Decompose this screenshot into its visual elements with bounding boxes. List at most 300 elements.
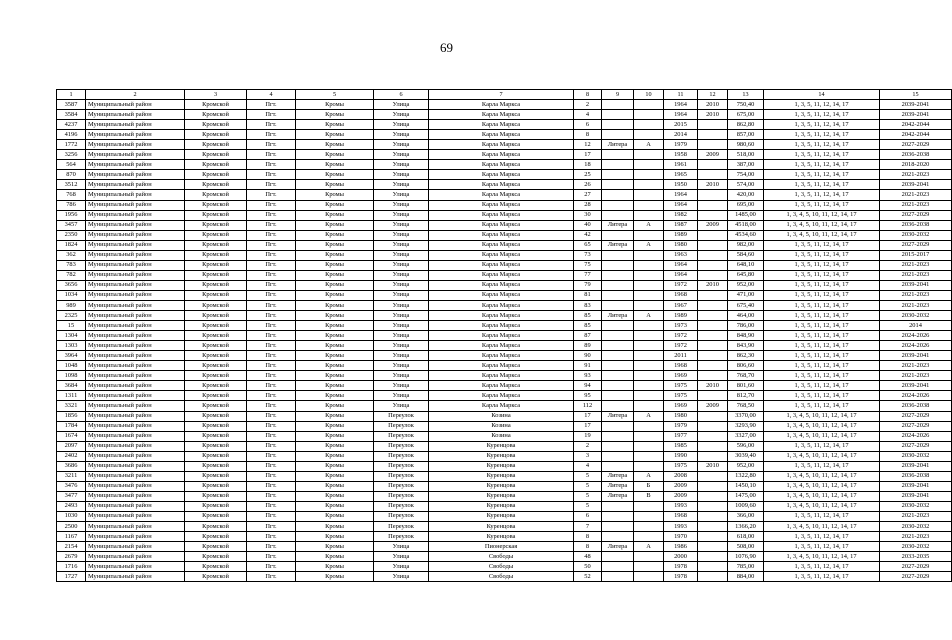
table-cell: Улица xyxy=(374,150,429,160)
table-cell: Кромской xyxy=(185,150,247,160)
table-cell: 1979 xyxy=(664,421,698,431)
table-cell: А xyxy=(634,311,664,321)
table-row xyxy=(57,331,952,341)
table-cell: Кромы xyxy=(296,381,374,391)
table-cell: 2024-2026 xyxy=(880,341,952,351)
table-cell: Кромы xyxy=(296,431,374,441)
table-cell: Кромской xyxy=(185,441,247,451)
table-cell: 1968 xyxy=(664,511,698,521)
table-cell: Улица xyxy=(374,100,429,110)
table-row xyxy=(57,501,952,511)
table-cell: 2027-2029 xyxy=(880,572,952,582)
table-cell xyxy=(602,461,634,471)
table-cell: 1, 3, 4, 5, 10, 11, 12, 14, 17 xyxy=(764,210,880,220)
table-cell: Улица xyxy=(374,542,429,552)
table-cell xyxy=(698,532,728,542)
table-cell: Литера xyxy=(602,491,634,501)
table-cell: Карла Маркса xyxy=(429,150,574,160)
table-cell: Куренцова xyxy=(429,481,574,491)
table-cell: Кромы xyxy=(296,280,374,290)
table-cell: Муниципальный район xyxy=(86,572,185,582)
table-cell: Улица xyxy=(374,331,429,341)
table-cell: Кромы xyxy=(296,240,374,250)
table-cell: А xyxy=(634,471,664,481)
table-cell: 518,00 xyxy=(728,150,764,160)
table-cell: 1, 3, 5, 11, 12, 14, 17 xyxy=(764,461,880,471)
table-cell xyxy=(634,270,664,280)
table-row xyxy=(57,280,952,290)
table-cell xyxy=(602,130,634,140)
table-cell: 1, 3, 5, 11, 12, 14, 17 xyxy=(764,250,880,260)
table-cell: 42 xyxy=(574,230,602,240)
table-cell: Пгт. xyxy=(247,100,296,110)
table-cell: А xyxy=(634,240,664,250)
table-cell xyxy=(602,351,634,361)
table-cell: 48 xyxy=(574,552,602,562)
table-cell xyxy=(602,200,634,210)
table-cell xyxy=(634,371,664,381)
column-header: 10 xyxy=(634,90,664,100)
table-cell xyxy=(698,471,728,481)
table-cell: Карла Маркса xyxy=(429,290,574,300)
table-cell: 471,00 xyxy=(728,290,764,300)
table-cell: Пгт. xyxy=(247,170,296,180)
table-cell: 2030-2032 xyxy=(880,501,952,511)
table-cell: 2011 xyxy=(664,351,698,361)
table-cell: Пгт. xyxy=(247,451,296,461)
table-cell: 89 xyxy=(574,341,602,351)
table-cell xyxy=(634,210,664,220)
table-cell: 2039-2041 xyxy=(880,100,952,110)
table-cell: 83 xyxy=(574,300,602,310)
table-cell: 1, 3, 5, 11, 12, 14, 17 xyxy=(764,341,880,351)
table-cell xyxy=(698,130,728,140)
table-cell xyxy=(698,361,728,371)
table-row xyxy=(57,371,952,381)
table-cell: 2 xyxy=(574,100,602,110)
table-cell: Переулок xyxy=(374,501,429,511)
table-cell: 1311 xyxy=(57,391,86,401)
table-row xyxy=(57,351,952,361)
table-cell xyxy=(698,170,728,180)
table-cell: 4 xyxy=(574,110,602,120)
table-cell: 8 xyxy=(574,532,602,542)
table-cell: Улица xyxy=(374,371,429,381)
table-cell: 2024-2026 xyxy=(880,331,952,341)
table-cell: 1986 xyxy=(664,542,698,552)
table-cell: 870 xyxy=(57,170,86,180)
table-cell xyxy=(634,562,664,572)
table-cell: А xyxy=(634,411,664,421)
table-cell: 3457 xyxy=(57,220,86,230)
table-cell: 1030 xyxy=(57,511,86,521)
table-cell: 464,00 xyxy=(728,311,764,321)
table-cell: 574,00 xyxy=(728,180,764,190)
table-cell: 18 xyxy=(574,160,602,170)
table-cell: 1, 3, 5, 11, 12, 14, 17 xyxy=(764,150,880,160)
table-cell: Кромской xyxy=(185,471,247,481)
table-cell: Пгт. xyxy=(247,542,296,552)
table-row xyxy=(57,431,952,441)
table-cell: Карла Маркса xyxy=(429,100,574,110)
table-cell: Кромы xyxy=(296,260,374,270)
table-cell: 2500 xyxy=(57,522,86,532)
table-cell: Муниципальный район xyxy=(86,311,185,321)
table-cell: Литера xyxy=(602,411,634,421)
table-cell: 1969 xyxy=(664,371,698,381)
table-cell: 50 xyxy=(574,562,602,572)
table-cell: Кромской xyxy=(185,321,247,331)
table-cell: 2021-2023 xyxy=(880,170,952,180)
table-cell: Пгт. xyxy=(247,311,296,321)
table-cell: Карла Маркса xyxy=(429,331,574,341)
table-cell: 786,00 xyxy=(728,321,764,331)
table-cell: 768 xyxy=(57,190,86,200)
table-cell: 1964 xyxy=(664,270,698,280)
table-cell: 1964 xyxy=(664,110,698,120)
table-cell: Пгт. xyxy=(247,481,296,491)
table-cell: А xyxy=(634,542,664,552)
table-cell: Свободы xyxy=(429,552,574,562)
table-cell: Карла Маркса xyxy=(429,120,574,130)
table-cell: Пгт. xyxy=(247,371,296,381)
table-cell xyxy=(634,130,664,140)
table-cell: 362 xyxy=(57,250,86,260)
table-cell: Кромской xyxy=(185,290,247,300)
table-cell: 1098 xyxy=(57,371,86,381)
table-cell: Кромы xyxy=(296,321,374,331)
table-cell: 980,60 xyxy=(728,140,764,150)
table-cell xyxy=(634,522,664,532)
table-cell: 1, 3, 5, 11, 12, 14, 17 xyxy=(764,160,880,170)
table-cell: 1989 xyxy=(664,230,698,240)
table-cell: 1967 xyxy=(664,300,698,310)
table-cell xyxy=(698,481,728,491)
table-cell: Кромы xyxy=(296,311,374,321)
table-cell xyxy=(634,391,664,401)
table-cell: 596,00 xyxy=(728,441,764,451)
table-cell: Кромы xyxy=(296,481,374,491)
table-cell: 2010 xyxy=(698,100,728,110)
table-cell: Кромы xyxy=(296,130,374,140)
table-cell: Карла Маркса xyxy=(429,190,574,200)
table-row xyxy=(57,210,952,220)
table-body xyxy=(57,100,952,582)
table-cell: Карла Маркса xyxy=(429,371,574,381)
table-cell: 2039-2041 xyxy=(880,491,952,501)
table-cell: Переулок xyxy=(374,491,429,501)
table-cell: Кромской xyxy=(185,401,247,411)
table-cell: 2027-2029 xyxy=(880,210,952,220)
table-cell xyxy=(602,150,634,160)
table-cell: Кромы xyxy=(296,250,374,260)
table-cell: А xyxy=(634,220,664,230)
table-cell: 2021-2023 xyxy=(880,300,952,310)
table-cell: 801,60 xyxy=(728,381,764,391)
table-cell xyxy=(602,522,634,532)
table-row xyxy=(57,300,952,310)
table-cell: 989 xyxy=(57,300,86,310)
table-cell xyxy=(698,270,728,280)
table-cell: Кромской xyxy=(185,331,247,341)
table-cell: Кромской xyxy=(185,300,247,310)
table-cell xyxy=(602,441,634,451)
table-cell: Пгт. xyxy=(247,210,296,220)
table-cell: Кромы xyxy=(296,411,374,421)
table-cell: Кромской xyxy=(185,311,247,321)
table-cell: Кромской xyxy=(185,100,247,110)
table-cell: 5 xyxy=(574,491,602,501)
table-cell: 1972 xyxy=(664,341,698,351)
table-cell: 1, 3, 5, 11, 12, 14, 17 xyxy=(764,381,880,391)
table-cell: 1989 xyxy=(664,311,698,321)
table-cell: Муниципальный район xyxy=(86,240,185,250)
table-cell: 1978 xyxy=(664,562,698,572)
table-cell: Муниципальный район xyxy=(86,491,185,501)
table-cell: 2010 xyxy=(698,461,728,471)
table-cell: 848,90 xyxy=(728,331,764,341)
table-cell: Улица xyxy=(374,572,429,582)
table-cell: Куренцова xyxy=(429,532,574,542)
table-cell: 1167 xyxy=(57,532,86,542)
table-row xyxy=(57,511,952,521)
table-cell: 2027-2029 xyxy=(880,421,952,431)
table-cell: 2000 xyxy=(664,552,698,562)
table-cell: 675,40 xyxy=(728,300,764,310)
table-cell: Улица xyxy=(374,260,429,270)
housing-register-table xyxy=(56,89,952,582)
table-cell: Улица xyxy=(374,110,429,120)
table-cell: Кромы xyxy=(296,120,374,130)
table-cell: 754,00 xyxy=(728,170,764,180)
table-cell: 2009 xyxy=(698,401,728,411)
table-cell: 1, 3, 5, 11, 12, 14, 17 xyxy=(764,140,880,150)
table-cell: Свободы xyxy=(429,562,574,572)
column-header: 6 xyxy=(374,90,429,100)
table-cell: Кромской xyxy=(185,170,247,180)
table-cell: Кромы xyxy=(296,230,374,240)
table-cell: 3686 xyxy=(57,461,86,471)
table-row xyxy=(57,451,952,461)
table-cell: Улица xyxy=(374,290,429,300)
table-row xyxy=(57,120,952,130)
table-header xyxy=(57,90,952,100)
table-cell xyxy=(698,552,728,562)
table-cell: Переулок xyxy=(374,431,429,441)
table-row xyxy=(57,481,952,491)
table-cell: 1, 3, 5, 11, 12, 14, 17 xyxy=(764,270,880,280)
table-cell: 40 xyxy=(574,220,602,230)
table-cell xyxy=(602,300,634,310)
table-cell: Улица xyxy=(374,391,429,401)
table-cell: 1, 3, 5, 11, 12, 14, 17 xyxy=(764,351,880,361)
table-cell: Пгт. xyxy=(247,130,296,140)
table-cell: 2325 xyxy=(57,311,86,321)
table-cell: 420,00 xyxy=(728,190,764,200)
table-cell: 1, 3, 5, 11, 12, 14, 17 xyxy=(764,572,880,582)
table-cell: 1978 xyxy=(664,572,698,582)
table-cell: 3477 xyxy=(57,491,86,501)
table-cell: 2036-2038 xyxy=(880,150,952,160)
table-cell: 15 xyxy=(57,321,86,331)
table-cell: Кромской xyxy=(185,572,247,582)
table-cell: 17 xyxy=(574,150,602,160)
table-cell: 1048 xyxy=(57,361,86,371)
table-cell: Кромской xyxy=(185,190,247,200)
table-cell: Карла Маркса xyxy=(429,341,574,351)
table-cell: 750,40 xyxy=(728,100,764,110)
table-cell: 952,00 xyxy=(728,461,764,471)
table-cell: 30 xyxy=(574,210,602,220)
table-cell: Улица xyxy=(374,220,429,230)
table-cell xyxy=(602,100,634,110)
table-cell: 1980 xyxy=(664,411,698,421)
table-cell: Муниципальный район xyxy=(86,441,185,451)
table-cell: Муниципальный район xyxy=(86,130,185,140)
table-cell: 2030-2032 xyxy=(880,230,952,240)
table-cell: Кромской xyxy=(185,532,247,542)
table-cell: Улица xyxy=(374,361,429,371)
table-cell: Куренцова xyxy=(429,511,574,521)
table-cell: 1961 xyxy=(664,160,698,170)
table-cell xyxy=(634,381,664,391)
column-header: 13 xyxy=(728,90,764,100)
table-cell: Пгт. xyxy=(247,270,296,280)
table-cell: 1968 xyxy=(664,290,698,300)
table-cell: Козина xyxy=(429,421,574,431)
column-header: 2 xyxy=(86,90,185,100)
table-cell: Пгт. xyxy=(247,331,296,341)
table-cell: 19 xyxy=(574,431,602,441)
table-cell: Кромской xyxy=(185,260,247,270)
table-row xyxy=(57,130,952,140)
table-cell: 1322,80 xyxy=(728,471,764,481)
table-cell: 1982 xyxy=(664,210,698,220)
column-header: 3 xyxy=(185,90,247,100)
table-cell: 508,00 xyxy=(728,542,764,552)
table-cell: 1993 xyxy=(664,501,698,511)
table-cell xyxy=(602,501,634,511)
table-cell: Кромской xyxy=(185,270,247,280)
table-cell: Литера xyxy=(602,471,634,481)
table-cell: 1, 3, 5, 11, 12, 14, 17 xyxy=(764,290,880,300)
column-header: 7 xyxy=(429,90,574,100)
table-cell xyxy=(634,170,664,180)
table-cell: 2009 xyxy=(664,491,698,501)
table-cell: 1980 xyxy=(664,240,698,250)
table-row xyxy=(57,290,952,300)
table-cell: Муниципальный район xyxy=(86,371,185,381)
table-cell: 52 xyxy=(574,572,602,582)
table-cell: Кромской xyxy=(185,180,247,190)
table-cell: Кромской xyxy=(185,341,247,351)
table-cell: Переулок xyxy=(374,522,429,532)
table-cell: Муниципальный район xyxy=(86,542,185,552)
table-cell: 73 xyxy=(574,250,602,260)
table-cell: Муниципальный район xyxy=(86,110,185,120)
table-cell: 1450,10 xyxy=(728,481,764,491)
table-cell: 1956 xyxy=(57,210,86,220)
table-cell: 1, 3, 5, 11, 12, 14, 17 xyxy=(764,200,880,210)
table-cell xyxy=(634,150,664,160)
table-cell: 7 xyxy=(574,522,602,532)
table-cell: Муниципальный район xyxy=(86,200,185,210)
table-cell: Муниципальный район xyxy=(86,451,185,461)
table-cell: Муниципальный район xyxy=(86,250,185,260)
table-cell xyxy=(634,280,664,290)
table-cell: Пгт. xyxy=(247,421,296,431)
table-cell: 5 xyxy=(574,481,602,491)
table-cell: Муниципальный район xyxy=(86,501,185,511)
table-cell: 2030-2032 xyxy=(880,451,952,461)
table-cell: 1, 3, 5, 11, 12, 14, 17 xyxy=(764,371,880,381)
table-cell: Муниципальный район xyxy=(86,411,185,421)
table-row xyxy=(57,391,952,401)
table-cell: 3964 xyxy=(57,351,86,361)
table-row xyxy=(57,220,952,230)
table-cell: Куренцова xyxy=(429,522,574,532)
table-cell: Карла Маркса xyxy=(429,280,574,290)
table-row xyxy=(57,311,952,321)
table-cell xyxy=(698,250,728,260)
table-cell: Кромы xyxy=(296,451,374,461)
table-cell: 695,00 xyxy=(728,200,764,210)
table-cell xyxy=(634,511,664,521)
table-cell xyxy=(634,572,664,582)
table-cell: 2015 xyxy=(664,120,698,130)
table-cell: 1, 3, 5, 11, 12, 14, 17 xyxy=(764,190,880,200)
table-cell: Муниципальный район xyxy=(86,100,185,110)
table-cell: 1964 xyxy=(664,100,698,110)
table-cell: Муниципальный район xyxy=(86,331,185,341)
table-cell: 1, 3, 5, 11, 12, 14, 17 xyxy=(764,361,880,371)
table-cell: Кромской xyxy=(185,200,247,210)
table-cell: Муниципальный район xyxy=(86,210,185,220)
table-cell: 28 xyxy=(574,200,602,210)
table-cell: Кромской xyxy=(185,451,247,461)
table-cell xyxy=(634,532,664,542)
table-cell: Переулок xyxy=(374,451,429,461)
table-cell: Улица xyxy=(374,280,429,290)
table-cell: 2009 xyxy=(698,220,728,230)
table-row xyxy=(57,100,952,110)
table-cell: Пгт. xyxy=(247,501,296,511)
table-cell: 3656 xyxy=(57,280,86,290)
table-cell: 862,80 xyxy=(728,120,764,130)
table-cell: Переулок xyxy=(374,511,429,521)
table-cell: 2014 xyxy=(664,130,698,140)
table-cell: 2021-2023 xyxy=(880,511,952,521)
table-cell: 645,80 xyxy=(728,270,764,280)
table-cell: 3370,00 xyxy=(728,411,764,421)
table-cell: 1366,20 xyxy=(728,522,764,532)
column-header: 12 xyxy=(698,90,728,100)
table-cell: 4196 xyxy=(57,130,86,140)
column-header: 15 xyxy=(880,90,952,100)
table-cell xyxy=(634,200,664,210)
table-row xyxy=(57,522,952,532)
table-cell xyxy=(634,351,664,361)
column-header: 5 xyxy=(296,90,374,100)
table-cell: Кромы xyxy=(296,150,374,160)
table-cell: 1, 3, 5, 11, 12, 14, 17 xyxy=(764,562,880,572)
table-cell: 2018-2020 xyxy=(880,160,952,170)
table-cell xyxy=(634,180,664,190)
table-cell: 1, 3, 4, 5, 10, 11, 12, 14, 17 xyxy=(764,491,880,501)
table-cell: 2027-2029 xyxy=(880,562,952,572)
table-cell: Кромы xyxy=(296,461,374,471)
table-cell xyxy=(602,361,634,371)
